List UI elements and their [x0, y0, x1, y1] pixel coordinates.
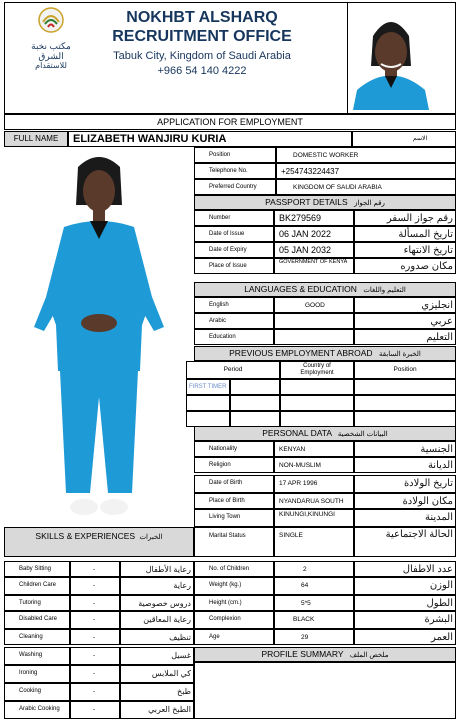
tutoring-value: - — [70, 595, 120, 611]
issue-date-arabic: تاريخ المسألة — [354, 226, 456, 242]
position-value: DOMESTIC WORKER — [276, 147, 456, 163]
living-town-value: KINUNGI,KINUNGI — [274, 509, 354, 527]
education-label: Education — [194, 329, 274, 345]
weight-arabic: الوزن — [354, 577, 456, 595]
age-label: Age — [194, 629, 274, 645]
complexion-value: BLACK — [274, 611, 354, 629]
employment-row-2-blank — [230, 395, 280, 411]
height-arabic: الطول — [354, 595, 456, 611]
complexion-label: Complexion — [194, 611, 274, 629]
arabic-cooking-arabic: الطبخ العربي — [120, 701, 194, 719]
logo-emblem-icon — [20, 6, 82, 36]
cooking-label: Cooking — [4, 683, 70, 701]
issue-date-value: 06 JAN 2022 — [274, 226, 354, 242]
period-header: Period — [186, 361, 280, 379]
washing-arabic: غسيل — [120, 647, 194, 665]
disabled-care-arabic: رعاية المعاقين — [120, 611, 194, 629]
passport-title: PASSPORT DETAILS — [265, 197, 348, 207]
cooking-arabic: طبخ — [120, 683, 194, 701]
cleaning-value: - — [70, 629, 120, 645]
baby-sitting-value: - — [70, 561, 120, 577]
date-of-birth-label: Date of Birth — [194, 475, 274, 493]
employment-row-3-country — [280, 411, 354, 427]
height-label: Height (cm.) — [194, 595, 274, 611]
company-phone: +966 54 140 4222 — [157, 65, 247, 77]
children-count-label: No. of Children — [194, 561, 274, 577]
religion-label: Religion — [194, 457, 274, 473]
full-body-photo — [4, 147, 194, 527]
children-count-arabic: عدد الاطفال — [354, 561, 456, 577]
place-of-issue-arabic: مكان صدوره — [354, 258, 456, 274]
living-town-arabic: المدينة — [354, 509, 456, 527]
logo-text-line1: مكتب نخبة الشرق — [31, 41, 71, 61]
baby-sitting-label: Baby Sitting — [4, 561, 70, 577]
arabic-value — [274, 313, 354, 329]
age-value: 29 — [274, 629, 354, 645]
employment-row-1-country — [280, 379, 354, 395]
cooking-value: - — [70, 683, 120, 701]
place-of-birth-label: Place of Birth — [194, 493, 274, 509]
date-of-birth-arabic: تاريخ الولادة — [354, 475, 456, 493]
tutoring-arabic: دروس خصوصية — [120, 595, 194, 611]
employment-row-2-position — [354, 395, 456, 411]
disabled-care-label: Disabled Care — [4, 611, 70, 629]
passport-title-arabic: رقم الجواز — [354, 200, 385, 207]
header-divider — [347, 2, 348, 114]
marital-status-label: Marital Status — [194, 527, 274, 557]
passport-number-value: BK279569 — [274, 210, 354, 226]
profile-summary-header — [194, 647, 456, 662]
expiry-date-arabic: تاريخ الانتهاء — [354, 242, 456, 258]
profile-summary-title-arabic: ملخص الملف — [349, 652, 389, 659]
company-title-line2: RECRUITMENT OFFICE — [112, 28, 292, 45]
languages-title: LANGUAGES & EDUCATION — [244, 284, 357, 294]
skills-section-header — [4, 527, 194, 557]
date-of-birth-value: 17 APR 1996 — [274, 475, 354, 493]
nationality-value: KENYAN — [274, 441, 354, 457]
ironing-label: Ironing — [4, 665, 70, 683]
english-label: English — [194, 297, 274, 313]
arabic-cooking-value: - — [70, 701, 120, 719]
company-address: Tabuk City, Kingdom of Saudi Arabia — [113, 50, 291, 62]
arabic-arabic: عربي — [354, 313, 456, 329]
english-arabic: انجليزي — [354, 297, 456, 313]
living-town-label: Living Town — [194, 509, 274, 527]
country-header: Country of Employment — [280, 361, 354, 379]
logo-text-line2: للاستقدام — [35, 61, 67, 70]
children-care-value: - — [70, 577, 120, 595]
profile-summary-title: PROFILE SUMMARY — [261, 649, 344, 659]
cleaning-arabic: تنظيف — [120, 629, 194, 645]
employment-row-1-blank — [230, 379, 280, 395]
issue-date-label: Date of Issue — [194, 226, 274, 242]
employment-row-2-country — [280, 395, 354, 411]
education-arabic: التعليم — [354, 329, 456, 345]
employment-row-2-period — [186, 395, 230, 411]
personal-title: PERSONAL DATA — [262, 428, 332, 438]
height-value: 5*5 — [274, 595, 354, 611]
tutoring-label: Tutoring — [4, 595, 70, 611]
religion-value: NON-MUSLIM — [274, 457, 354, 473]
employment-row-3-position — [354, 411, 456, 427]
position-label: Position — [194, 147, 276, 163]
weight-value: 64 — [274, 577, 354, 595]
ironing-arabic: كي الملابس — [120, 665, 194, 683]
full-name-label: FULL NAME — [4, 131, 68, 147]
disabled-care-value: - — [70, 611, 120, 629]
employment-row-1-period: FIRST TIMER — [186, 379, 230, 395]
children-care-arabic: رعاية — [120, 577, 194, 595]
languages-title-arabic: التعليم واللغات — [363, 287, 406, 294]
ironing-value: - — [70, 665, 120, 683]
age-arabic: العمر — [354, 629, 456, 645]
position-header: Position — [354, 361, 456, 379]
passport-section-header — [194, 195, 456, 210]
place-of-birth-arabic: مكان الولادة — [354, 493, 456, 509]
complexion-arabic: البشرة — [354, 611, 456, 629]
personal-section-header — [194, 426, 456, 441]
education-value — [274, 329, 354, 345]
passport-number-label: Number — [194, 210, 274, 226]
full-name-value: ELIZABETH WANJIRU KURIA — [68, 131, 352, 147]
personal-title-arabic: البيانات الشخصية — [337, 431, 388, 438]
skills-title: SKILLS & EXPERIENCES — [35, 531, 136, 541]
place-of-birth-value: NYANDARUA SOUTH — [274, 493, 354, 509]
nationality-arabic: الجنسية — [354, 441, 456, 457]
weight-label: Weight (kg.) — [194, 577, 274, 595]
place-of-issue-label: Place of Issue — [194, 258, 274, 274]
children-care-label: Children Care — [4, 577, 70, 595]
company-logo — [20, 6, 82, 70]
telephone-value: +254743224437 — [276, 163, 456, 179]
cleaning-label: Cleaning — [4, 629, 70, 645]
skills-title-arabic: الخبرات — [139, 534, 163, 541]
marital-status-arabic: الحالة الاجتماعية — [354, 527, 456, 557]
company-title-line1: NOKHBT ALSHARQ — [126, 9, 278, 26]
passport-number-arabic: رقم جواز السفر — [354, 210, 456, 226]
employment-section-header — [194, 346, 456, 361]
preferred-country-value: KINGDOM OF SAUDI ARABIA — [276, 179, 456, 195]
full-name-arabic: الاسم — [352, 131, 456, 147]
employment-row-1-position — [354, 379, 456, 395]
telephone-label: Telephone No. — [194, 163, 276, 179]
preferred-country-label: Preferred Country — [194, 179, 276, 195]
place-of-issue-value: GOVERNMENT OF KENYA — [274, 258, 354, 274]
marital-status-value: SINGLE — [274, 527, 354, 557]
baby-sitting-arabic: رعاية الأطفال — [120, 561, 194, 577]
application-title: APPLICATION FOR EMPLOYMENT — [4, 114, 456, 130]
portrait-photo — [351, 6, 431, 110]
arabic-cooking-label: Arabic Cooking — [4, 701, 70, 719]
washing-label: Washing — [4, 647, 70, 665]
employment-title: PREVIOUS EMPLOYMENT ABROAD — [229, 348, 373, 358]
employment-row-3-blank — [230, 411, 280, 427]
washing-value: - — [70, 647, 120, 665]
employment-title-arabic: الخبرة السابقة — [378, 351, 421, 358]
expiry-date-value: 05 JAN 2032 — [274, 242, 354, 258]
profile-summary-body — [194, 662, 456, 719]
arabic-label: Arabic — [194, 313, 274, 329]
children-count-value: 2 — [274, 561, 354, 577]
english-value: GOOD — [274, 297, 354, 313]
employment-row-3-period — [186, 411, 230, 427]
expiry-date-label: Date of Expiry — [194, 242, 274, 258]
languages-section-header — [194, 282, 456, 297]
religion-arabic: الديانة — [354, 457, 456, 473]
nationality-label: Nationality — [194, 441, 274, 457]
